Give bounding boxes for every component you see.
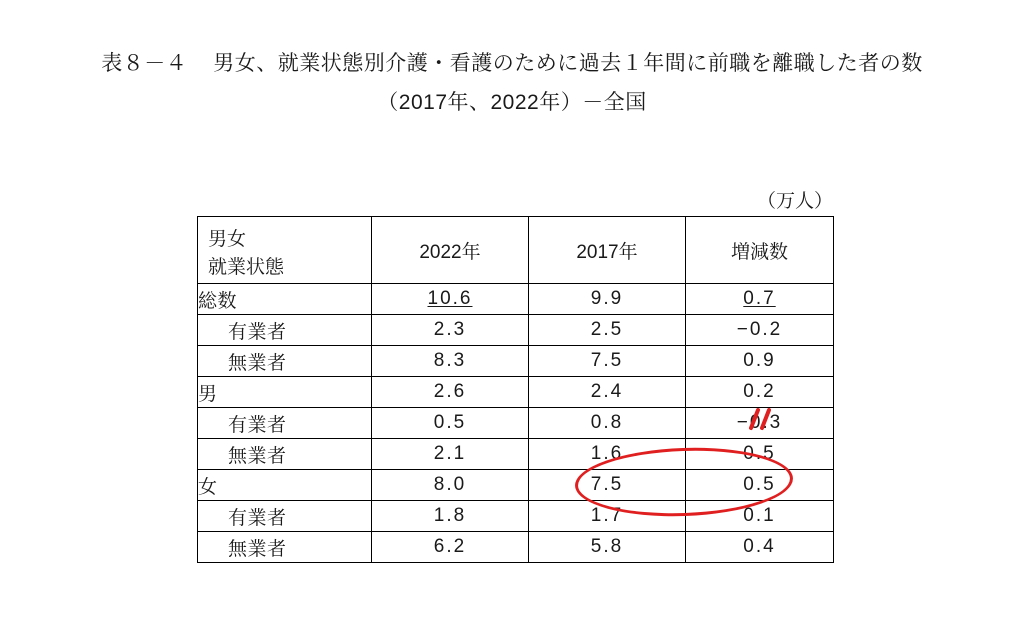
statistics-table-wrapper <box>197 216 833 563</box>
cell-2022: 0.5 <box>372 408 529 439</box>
row-label: 総数 <box>198 284 372 315</box>
cell-diff: 0.9 <box>686 346 834 377</box>
row-label: 有業者 <box>198 501 372 532</box>
table-number: 表８－４ <box>101 52 188 75</box>
title-line-2: （2017年、2022年）－全国 <box>377 90 647 114</box>
statistics-table <box>197 216 834 563</box>
cell-2017: 7.5 <box>529 470 686 501</box>
cell-2017: 9.9 <box>529 284 686 315</box>
cell-2017: 1.6 <box>529 439 686 470</box>
table-row <box>198 408 834 439</box>
title-text: 男女、就業状態別介護・看護のために過去１年間に前職を離職した者の数 <box>213 52 923 75</box>
row-label: 無業者 <box>198 532 372 563</box>
cell-diff: 0.2 <box>686 377 834 408</box>
table-header <box>198 217 834 284</box>
row-label: 男 <box>198 377 372 408</box>
cell-2022: 8.0 <box>372 470 529 501</box>
cell-diff: −0.2 <box>686 315 834 346</box>
cell-diff: −0.3 <box>686 408 834 439</box>
cell-2022: 10.6 <box>372 284 529 315</box>
cell-diff: 0.5 <box>686 470 834 501</box>
table-header-row <box>198 217 834 284</box>
header-cell-diff: 増減数 <box>686 217 834 284</box>
cell-2017: 0.8 <box>529 408 686 439</box>
cell-2022: 2.3 <box>372 315 529 346</box>
cell-diff: 0.4 <box>686 532 834 563</box>
unit-note: （万人） <box>756 191 833 212</box>
table-row <box>198 315 834 346</box>
cell-diff: 0.7 <box>686 284 834 315</box>
title-line-1 <box>0 48 1024 80</box>
cell-2022: 2.6 <box>372 377 529 408</box>
cell-2017: 1.7 <box>529 501 686 532</box>
row-label: 無業者 <box>198 439 372 470</box>
cell-diff: 0.5 <box>686 439 834 470</box>
row-label: 無業者 <box>198 346 372 377</box>
cell-2022: 2.1 <box>372 439 529 470</box>
cell-2022: 1.8 <box>372 501 529 532</box>
document-title <box>0 48 1024 119</box>
cell-2017: 2.5 <box>529 315 686 346</box>
table-row <box>198 532 834 563</box>
row-label: 有業者 <box>198 315 372 346</box>
table-row <box>198 346 834 377</box>
table-row <box>198 284 834 315</box>
header-cell-2022: 2022年 <box>372 217 529 284</box>
table-row <box>198 439 834 470</box>
cell-diff: 0.1 <box>686 501 834 532</box>
header-label-line2: 就業状態 <box>208 257 285 278</box>
cell-2017: 2.4 <box>529 377 686 408</box>
cell-2022: 8.3 <box>372 346 529 377</box>
header-cell-category <box>198 217 372 284</box>
document-page <box>0 48 1024 624</box>
cell-2017: 7.5 <box>529 346 686 377</box>
table-body <box>198 284 834 563</box>
row-label: 有業者 <box>198 408 372 439</box>
cell-2017: 5.8 <box>529 532 686 563</box>
header-label-line1: 男女 <box>208 229 247 250</box>
table-row <box>198 501 834 532</box>
header-cell-2017: 2017年 <box>529 217 686 284</box>
cell-2022: 6.2 <box>372 532 529 563</box>
table-row <box>198 377 834 408</box>
row-label: 女 <box>198 470 372 501</box>
table-row <box>198 470 834 501</box>
